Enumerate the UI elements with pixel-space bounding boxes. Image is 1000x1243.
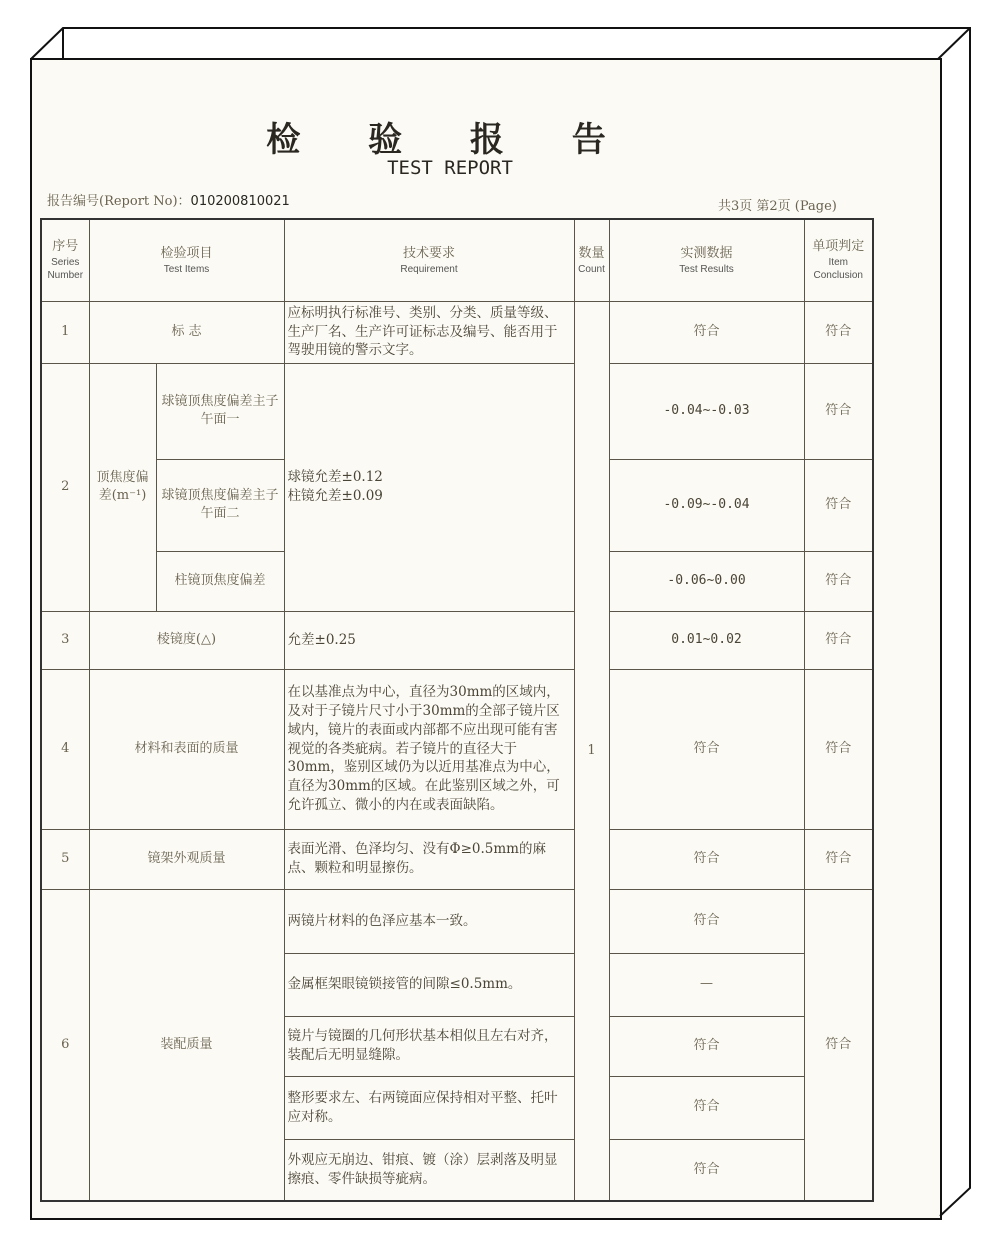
header-item: 检验项目 Test Items bbox=[89, 219, 284, 301]
sub-item: 柱镜顶焦度偏差 bbox=[156, 551, 284, 611]
sub-item: 球镜顶焦度偏差主子午面二 bbox=[156, 459, 284, 551]
requirement: 在以基准点为中心，直径为30mm的区域内，及对于子镜片尺寸小于30mm的全部子镜片区域内，镜片的表面或内部都不应出现可能有害视觉的各类疵病。若子镜片的直径大于30mm，鉴别区域仍为以近用基准点为中心，直径为30mm的区域。在此鉴别区域之外，可允许孤立、微小的内在或表面缺陷。 bbox=[284, 669, 574, 829]
header-row bbox=[41, 219, 873, 301]
report-number-value: 010200810021 bbox=[190, 194, 290, 209]
report-number-label: 报告编号(Report No)： bbox=[47, 194, 191, 209]
header-count: 数量 Count bbox=[574, 219, 609, 301]
requirement: 两镜片材料的色泽应基本一致。 bbox=[284, 889, 574, 953]
row-number: 4 bbox=[41, 669, 89, 829]
requirement: 金属框架眼镜锁接管的间隙≤0.5mm。 bbox=[284, 953, 574, 1016]
table-row bbox=[41, 301, 873, 363]
sub-item: 球镜顶焦度偏差主子午面一 bbox=[156, 363, 284, 459]
test-item: 顶焦度偏差(m⁻¹) bbox=[89, 363, 156, 611]
test-result: -0.09~-0.04 bbox=[609, 459, 804, 551]
conclusion: 符合 bbox=[804, 301, 873, 363]
conclusion: 符合 bbox=[804, 829, 873, 889]
test-result: 符合 bbox=[609, 1076, 804, 1139]
table-row bbox=[41, 889, 873, 953]
conclusion: 符合 bbox=[804, 363, 873, 459]
table-row bbox=[41, 829, 873, 889]
row-number: 2 bbox=[41, 363, 89, 611]
test-item: 标 志 bbox=[89, 301, 284, 363]
table-row bbox=[41, 611, 873, 669]
test-result: — bbox=[609, 953, 804, 1016]
page-info: 共3页 第2页 (Page) bbox=[718, 199, 837, 214]
test-result: 0.01~0.02 bbox=[609, 611, 804, 669]
test-result: 符合 bbox=[609, 889, 804, 953]
test-item: 镜架外观质量 bbox=[89, 829, 284, 889]
conclusion: 符合 bbox=[804, 889, 873, 1201]
row-number: 5 bbox=[41, 829, 89, 889]
test-result: -0.06~0.00 bbox=[609, 551, 804, 611]
report-number bbox=[47, 190, 290, 209]
test-table bbox=[40, 218, 874, 1202]
requirement: 表面光滑、色泽均匀、没有Φ≥0.5mm的麻点、颗粒和明显擦伤。 bbox=[284, 829, 574, 889]
conclusion: 符合 bbox=[804, 611, 873, 669]
row-number: 3 bbox=[41, 611, 89, 669]
conclusion: 符合 bbox=[804, 459, 873, 551]
test-result: 符合 bbox=[609, 669, 804, 829]
test-result: 符合 bbox=[609, 829, 804, 889]
header-result: 实测数据 Test Results bbox=[609, 219, 804, 301]
test-result: 符合 bbox=[609, 1139, 804, 1201]
test-result: 符合 bbox=[609, 301, 804, 363]
header-concl: 单项判定 Item Conclusion bbox=[804, 219, 873, 301]
test-item: 装配质量 bbox=[89, 889, 284, 1201]
count: 1 bbox=[574, 301, 609, 1201]
conclusion: 符合 bbox=[804, 551, 873, 611]
test-item: 棱镜度(△) bbox=[89, 611, 284, 669]
requirement: 镜片与镜圈的几何形状基本相似且左右对齐，装配后无明显缝隙。 bbox=[284, 1016, 574, 1076]
requirement: 应标明执行标准号、类别、分类、质量等级、生产厂名、生产许可证标志及编号、能否用于驾驶用镜的警示文字。 bbox=[284, 301, 574, 363]
conclusion: 符合 bbox=[804, 669, 873, 829]
requirement: 外观应无崩边、钳痕、镀（涂）层剥落及明显擦痕、零件缺损等疵病。 bbox=[284, 1139, 574, 1201]
test-result: -0.04~-0.03 bbox=[609, 363, 804, 459]
test-item: 材料和表面的质量 bbox=[89, 669, 284, 829]
requirement: 允差±0.25 bbox=[284, 611, 574, 669]
test-result: 符合 bbox=[609, 1016, 804, 1076]
row-number: 6 bbox=[41, 889, 89, 1201]
header-seq: 序号 Series Number bbox=[41, 219, 89, 301]
requirement: 整形要求左、右两镜面应保持相对平整、托叶应对称。 bbox=[284, 1076, 574, 1139]
requirement: 球镜允差±0.12 柱镜允差±0.09 bbox=[284, 363, 574, 611]
report-title: 检 验 报 告 bbox=[266, 120, 634, 160]
row-number: 1 bbox=[41, 301, 89, 363]
table-row bbox=[41, 669, 873, 829]
report-subtitle: TEST REPORT bbox=[387, 157, 513, 179]
header-req: 技术要求 Requirement bbox=[284, 219, 574, 301]
table-row bbox=[41, 363, 873, 459]
